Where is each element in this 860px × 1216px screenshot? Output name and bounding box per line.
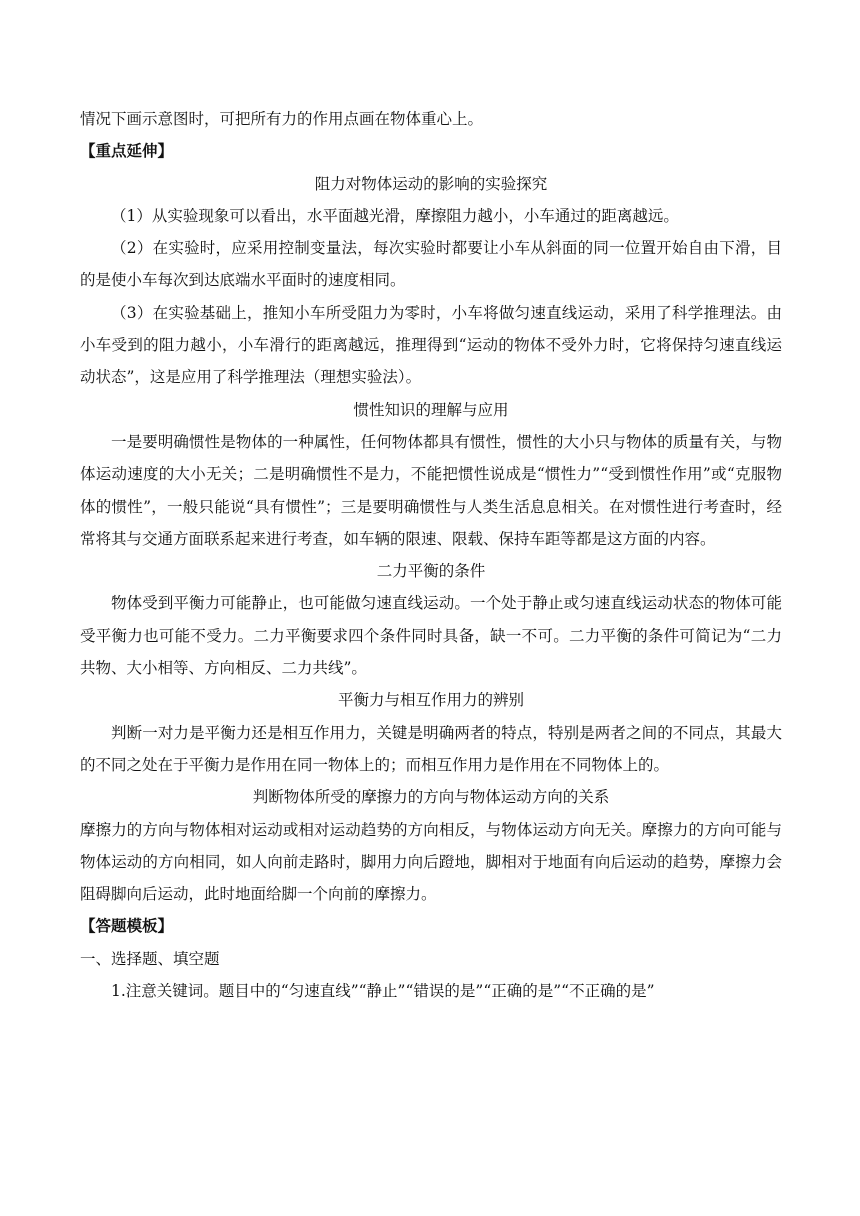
paragraph-inertia: 一是要明确惯性是物体的一种属性，任何物体都具有惯性，惯性的大小只与物体的质量有关，与物体运动速度的大小无关；二是明确惯性不是力，不能把惯性说成是“惯性力”“受到惯性作用”或“克服物体的惯性”，一般只能说“具有惯性”；三是要明确惯性与人类生活息息相关。在对惯性进行考查时，经常将其与交通方面联系起来进行考查，如车辆的限速、限载、保持车距等都是这方面的内容。 bbox=[80, 432, 782, 548]
answer-template-heading: 【答题模板】 bbox=[80, 917, 174, 936]
section-title-balanced-vs-interaction: 平衡力与相互作用力的辨别 bbox=[337, 691, 524, 710]
paragraph-friction-direction: 摩擦力的方向与物体相对运动或相对运动趋势的方向相反，与物体运动方向无关。摩擦力的方向可能与物体运动的方向相同，如人向前走路时，脚用力向后蹬地，脚相对于地面有向后运动的趋势，摩擦力会阻碍脚向后运动，此时地面给脚一个向前的摩擦力。 bbox=[80, 820, 782, 904]
paragraph-balanced-vs-interaction: 判断一对力是平衡力还是相互作用力，关键是明确两者的特点，特别是两者之间的不同点，其最大的不同之处在于平衡力是作用在同一物体上的；而相互作用力是作用在不同物体上的。 bbox=[80, 723, 782, 774]
section-title-two-force-balance: 二力平衡的条件 bbox=[376, 562, 486, 581]
paragraph-resistance-3: （3）在实验基础上，推知小车所受阻力为零时，小车将做匀速直线运动，采用了科学推理法。由小车受到的阻力越小，小车滑行的距离越远，推理得到“运动的物体不受外力时，它将保持匀速直线运动状态”，这是应用了科学推理法（理想实验法）。 bbox=[80, 303, 782, 387]
answer-template-subheading: 一、选择题、填空题 bbox=[80, 949, 220, 968]
section-title-inertia: 惯性知识的理解与应用 bbox=[353, 400, 509, 419]
paragraph-resistance-1: （1）从实验现象可以看出，水平面越光滑，摩擦阻力越小，小车通过的距离越远。 bbox=[111, 206, 679, 225]
intro-line: 情况下画示意图时，可把所有力的作用点画在物体重心上。 bbox=[80, 110, 484, 128]
document-body bbox=[80, 103, 782, 1007]
paragraph-two-force-balance: 物体受到平衡力可能静止，也可能做匀速直线运动。一个处于静止或匀速直线运动状态的物体可能受平衡力也可能不受力。二力平衡要求四个条件同时具备，缺一不可。二力平衡的条件可简记为“二力共物、大小相等、方向相反、二力共线”。 bbox=[80, 594, 782, 678]
key-extension-heading: 【重点延伸】 bbox=[80, 142, 174, 161]
section-title-friction-direction: 判断物体所受的摩擦力的方向与物体运动方向的关系 bbox=[252, 788, 610, 807]
section-title-resistance-experiment: 阻力对物体运动的影响的实验探究 bbox=[314, 174, 548, 193]
paragraph-resistance-2: （2）在实验时，应采用控制变量法，每次实验时都要让小车从斜面的同一位置开始自由下滑，目的是使小车每次到达底端水平面时的速度相同。 bbox=[80, 239, 782, 290]
answer-template-item-1: 1.注意关键词。题目中的“匀速直线”“静止”“错误的是”“正确的是”“不正确的是” bbox=[111, 982, 655, 1001]
